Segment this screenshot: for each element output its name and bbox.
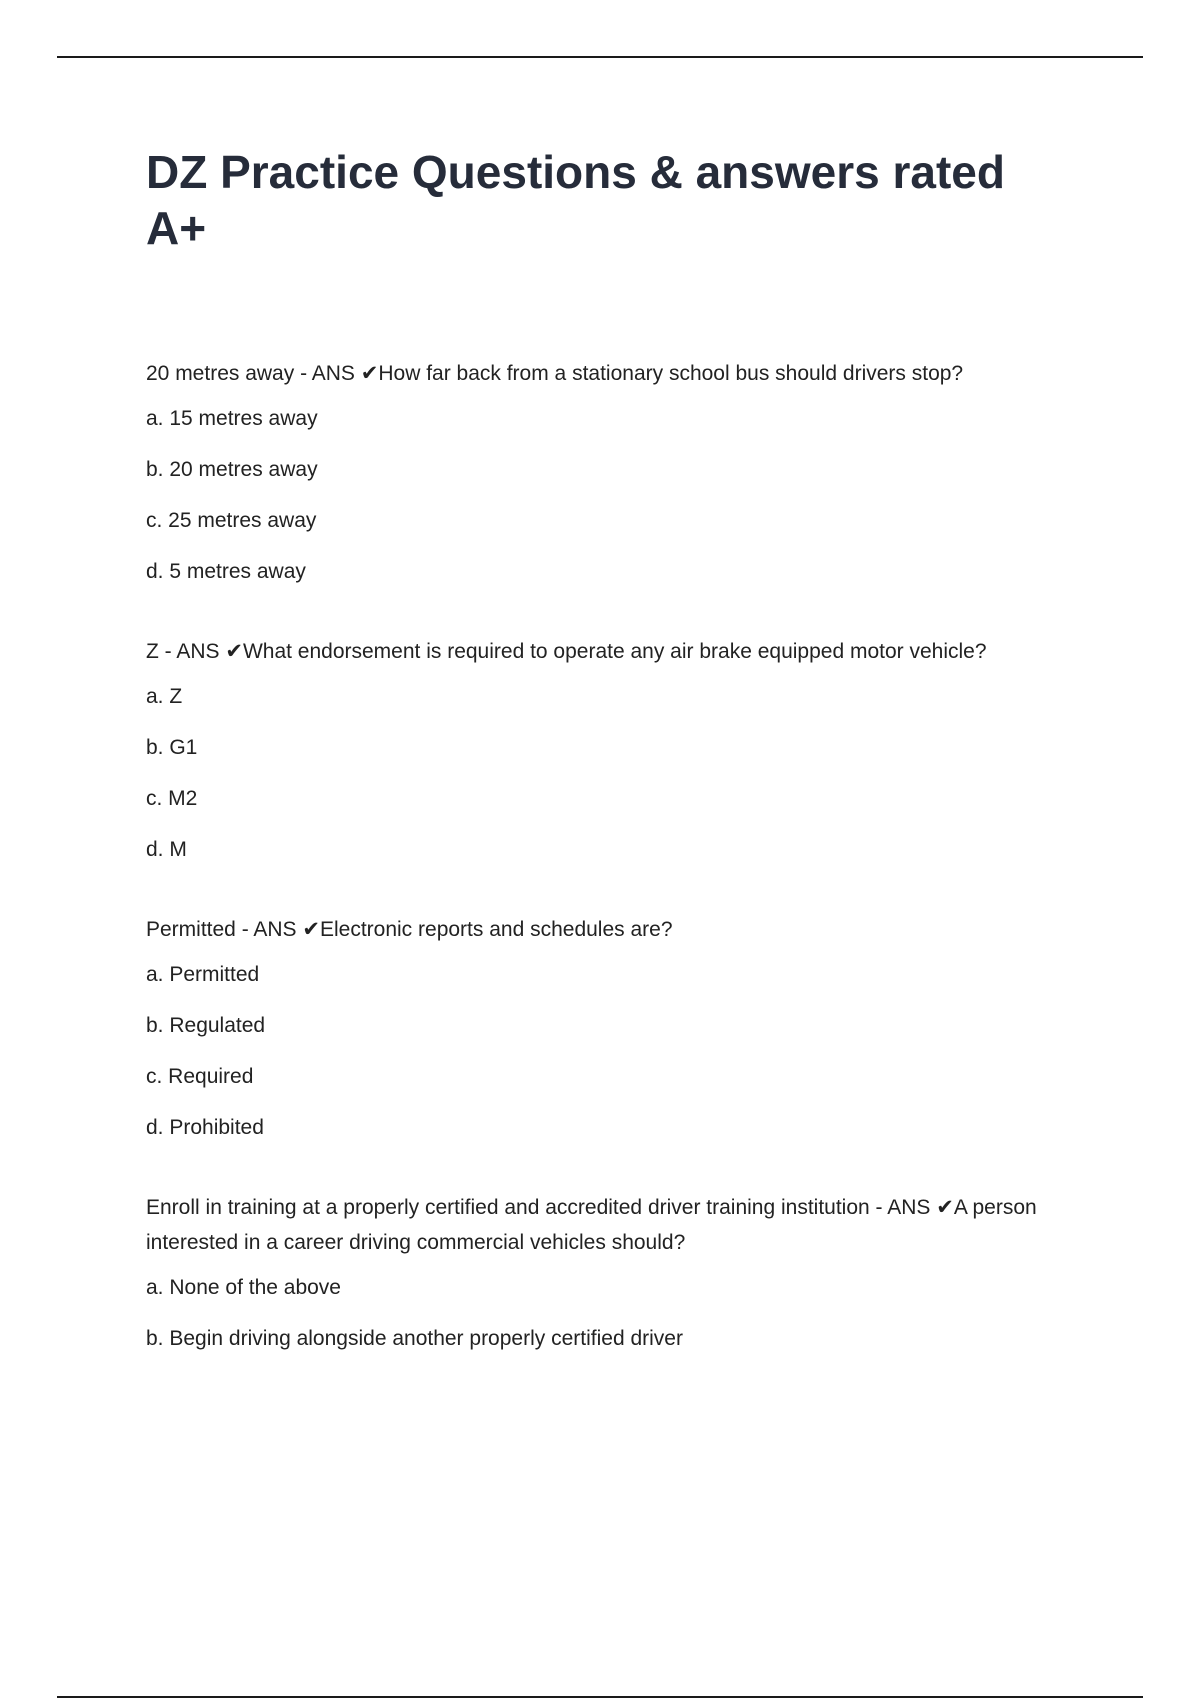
answer-option: c. Required [146,1065,254,1088]
question-text: 20 metres away - ANS ✔How far back from a stationary school bus should drivers stop? [146,362,964,385]
question-block [146,634,1046,864]
answer-option: b. G1 [146,736,198,759]
page-title: DZ Practice Questions & answers rated A+ [146,146,1005,254]
answer-option: a. Z [146,685,183,708]
question-text: Z - ANS ✔What endorsement is required to operate any air brake equipped motor vehicle? [146,640,987,663]
bottom-divider [57,1696,1143,1698]
question-block [146,356,1046,586]
answer-option: b. Begin driving alongside another properly certified driver [146,1327,683,1350]
question-block [146,1190,1046,1353]
question-text: Enroll in training at a properly certified and accredited driver training institution - ANS ✔A person interested in a career driving commercial vehicles should? [146,1196,1037,1254]
top-divider [57,56,1143,58]
question-text: Permitted - ANS ✔Electronic reports and schedules are? [146,918,673,941]
question-block [146,912,1046,1142]
answer-option: a. Permitted [146,963,260,986]
answer-option: d. 5 metres away [146,560,306,583]
answer-option: c. M2 [146,787,198,810]
answer-option: c. 25 metres away [146,509,317,532]
answer-option: a. None of the above [146,1276,341,1299]
answer-option: b. Regulated [146,1014,266,1037]
answer-option: d. Prohibited [146,1116,264,1139]
answer-option: a. 15 metres away [146,407,318,430]
question-list [146,356,1046,1353]
answer-option: d. M [146,838,187,861]
answer-option: b. 20 metres away [146,458,318,481]
